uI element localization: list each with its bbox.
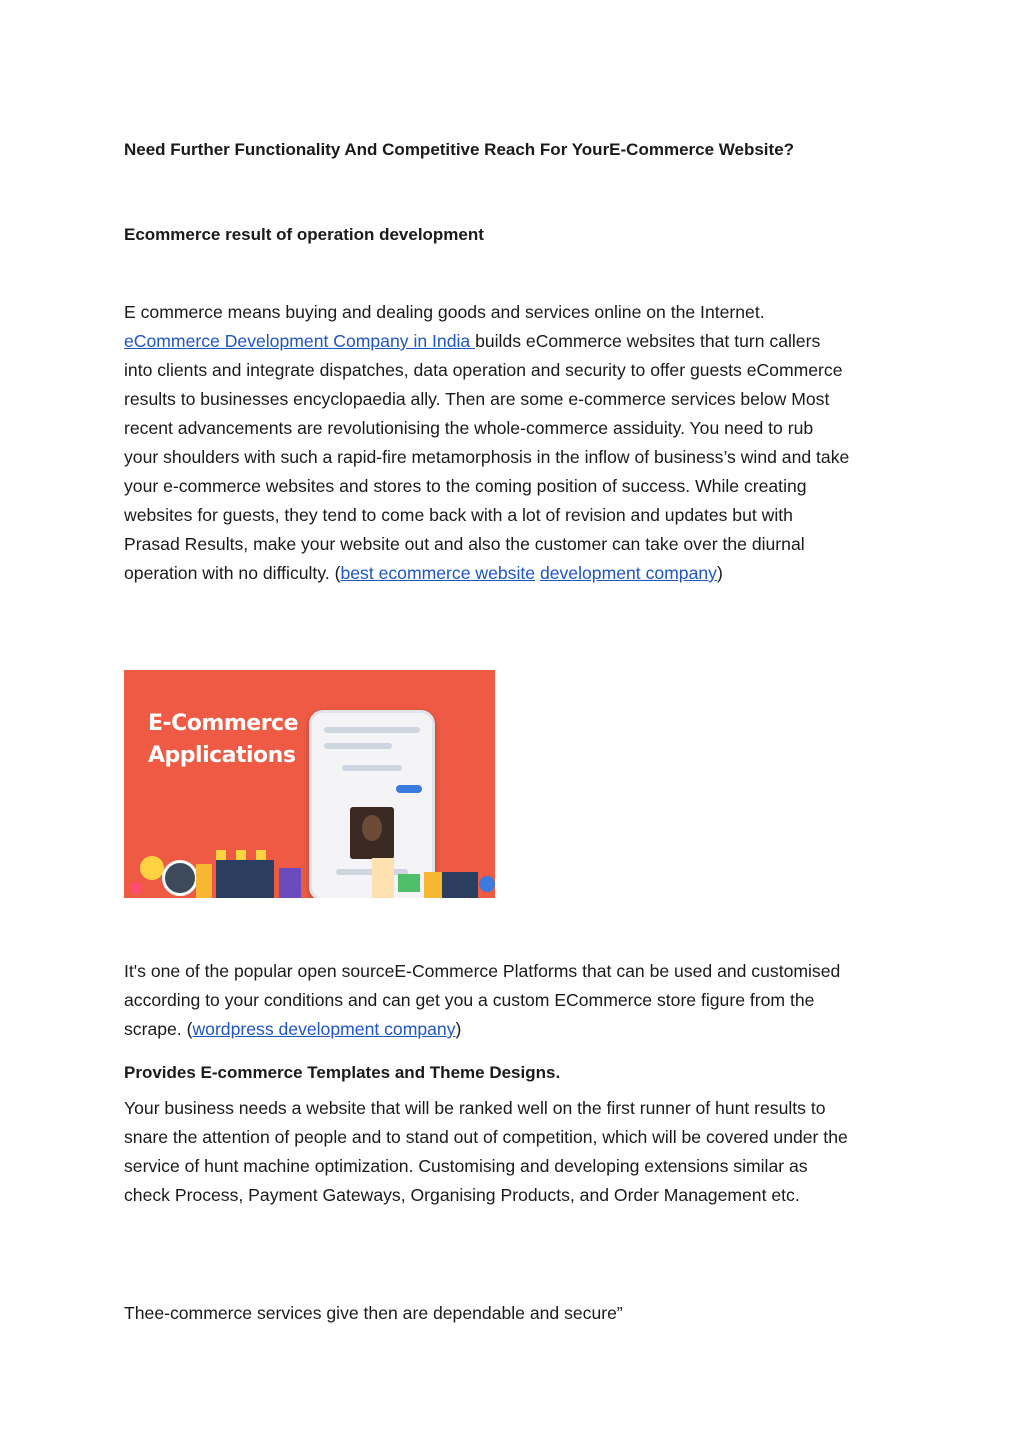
templates-paragraph (124, 1094, 914, 1210)
text-line: Your business needs a website that will be ranked well on the first runner of hunt results to (124, 1098, 826, 1118)
bag-icon (196, 864, 212, 898)
text-line: results to businesses encyclopaedia ally. Then are some e-commerce services below Most (124, 389, 830, 409)
image-title-line: Applications (148, 743, 296, 768)
chat-bubble-icon (396, 785, 422, 793)
text-line: It's one of the popular open sourceE-Commerce Platforms that can be used and customised (124, 961, 841, 981)
text-line (124, 327, 914, 356)
text-line (124, 559, 914, 588)
text-fragment: builds eCommerce websites that turn callers (475, 331, 821, 351)
text-line: E commerce means buying and dealing goods and services online on the Internet. (124, 302, 765, 322)
shop-awning-icon (216, 850, 274, 860)
text-fragment: ) (455, 1019, 462, 1039)
text-fragment: scrape. ( (124, 1019, 193, 1039)
templates-heading: Provides E-commerce Templates and Theme Designs. (124, 1063, 561, 1082)
platform-paragraph (124, 957, 914, 1044)
text-line: snare the attention of people and to stand out of competition, which will be covered under the (124, 1127, 848, 1147)
text-line: according to your conditions and can get you a custom ECommerce store figure from the (124, 990, 815, 1010)
box-icon (424, 872, 442, 898)
emoji-icon (140, 856, 164, 880)
ecommerce-applications-image (124, 670, 495, 898)
text-line: websites for guests, they tend to come back with a lot of revision and updates but with (124, 505, 793, 525)
closing-paragraph (124, 1299, 914, 1328)
text-line: recent advancements are revolutionising the whole-commerce assiduity. You need to rub (124, 418, 814, 438)
clock-icon (162, 860, 198, 896)
text-fragment: ) (716, 563, 723, 583)
section-heading: Ecommerce result of operation development (124, 225, 484, 244)
card-icon (279, 868, 301, 898)
product-image-icon (350, 807, 394, 859)
receipt-icon (372, 858, 394, 898)
text-line: Prasad Results, make your website out and also the customer can take over the diurnal (124, 534, 805, 554)
text-line: check Process, Payment Gateways, Organising Products, and Order Management etc. (124, 1185, 800, 1205)
truck-icon (442, 872, 478, 898)
best-ecommerce-website-link[interactable]: best ecommerce website (340, 563, 536, 583)
text-line: Thee-commerce services give then are dependable and secure” (124, 1303, 623, 1323)
wordpress-development-link[interactable]: wordpress development company (192, 1019, 456, 1039)
intro-paragraph (124, 298, 914, 588)
phone-bar (324, 743, 392, 749)
text-line: service of hunt machine optimization. Customising and developing extensions similar as (124, 1156, 808, 1176)
image-title (148, 708, 298, 772)
heart-icon (130, 882, 142, 894)
thumbs-up-icon (479, 876, 495, 892)
text-line: your e-commerce websites and stores to the coming position of success. While creating (124, 476, 807, 496)
text-line: your shoulders with such a rapid-fire metamorphosis in the inflow of business’s wind and take (124, 447, 850, 467)
text-line (124, 1015, 914, 1044)
document-page (124, 0, 914, 1449)
ecommerce-company-link[interactable]: eCommerce Development Company in India (124, 331, 476, 351)
development-company-link[interactable]: development company (539, 563, 717, 583)
text-line: into clients and integrate dispatches, data operation and security to offer guests eCommerce (124, 360, 843, 380)
main-heading: Need Further Functionality And Competitive Reach For YourE-Commerce Website? (124, 140, 795, 159)
text-fragment: operation with no difficulty. ( (124, 563, 341, 583)
image-title-line: E-Commerce (148, 711, 298, 736)
phone-bar (324, 727, 420, 733)
cart-icon (398, 874, 420, 892)
shop-icon (216, 860, 274, 898)
phone-bar (342, 765, 402, 771)
